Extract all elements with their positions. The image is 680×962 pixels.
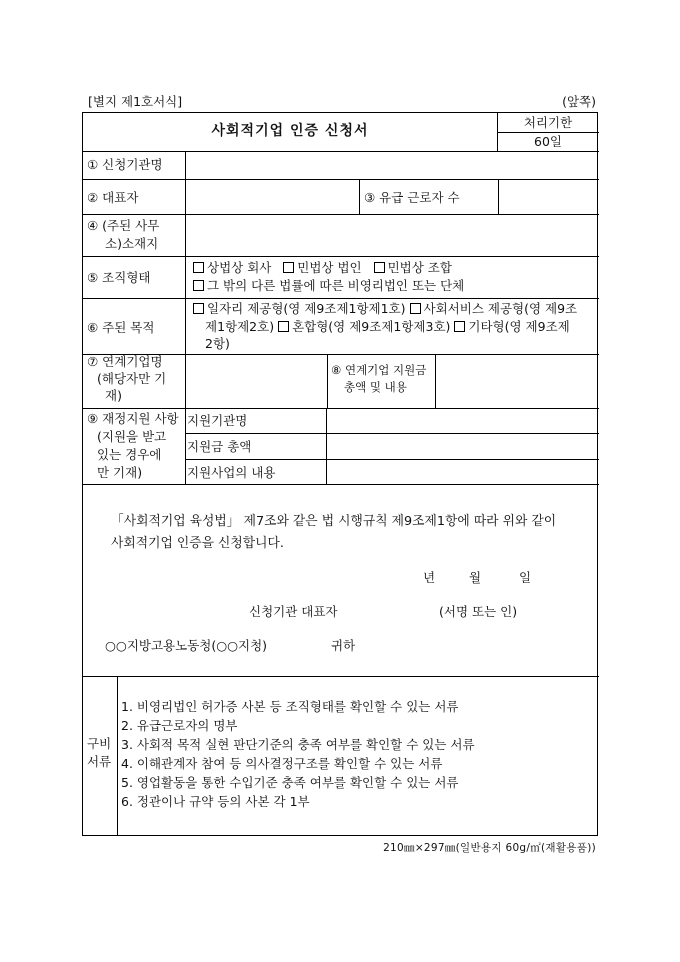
support-total-field[interactable]	[330, 436, 595, 457]
purpose-option-social-service[interactable]: 사회서비스 제공형(영 제9조	[410, 301, 578, 316]
linked-support-label-line1: ⑧ 연계기업 지원금	[331, 363, 427, 377]
support-program-field[interactable]	[330, 462, 595, 482]
representative-label: ② 대표자	[87, 190, 139, 205]
declaration-line1: 「사회적기업 육성법」 제7조와 같은 법 시행규칙 제9조제1항에 따라 위와 같이	[111, 514, 557, 529]
finance-label-line2: (지원을 받고	[97, 429, 167, 444]
purpose-option-jobs[interactable]: 일자리 제공형(영 제9조제1항제1호)	[193, 301, 406, 316]
applicant-name-field[interactable]	[189, 154, 595, 176]
purpose-option-other[interactable]: 기타형(영 제9조제	[454, 319, 569, 334]
signer-label: 신청기관 대표자	[249, 604, 338, 619]
linked-company-label-line1: ⑦ 연계기업명	[87, 354, 163, 369]
org-type-option-nonprofit[interactable]: 그 밖의 다른 법률에 따른 비영리법인 또는 단체	[193, 277, 464, 294]
support-program-label: 지원사업의 내용	[187, 465, 276, 480]
processing-period-value: 60일	[534, 134, 562, 149]
org-type-row1	[193, 259, 452, 276]
finance-label-line1: ⑨ 재정지원 사항	[87, 411, 179, 426]
org-type-option-company[interactable]: 상법상 회사	[193, 260, 271, 275]
signature-note: (서명 또는 인)	[439, 604, 518, 619]
date-month-label: 월	[469, 570, 482, 585]
linked-company-label-line2: (해당자만 기	[97, 371, 167, 386]
attachment-item: 1. 비영리법인 허가증 사본 등 조직형태를 확인할 수 있는 서류	[121, 699, 459, 714]
support-total-label: 지원금 총액	[187, 439, 252, 454]
processing-period-label: 처리기한	[523, 115, 573, 130]
attachment-item: 3. 사회적 목적 실현 판단기준의 충족 여부를 확인할 수 있는 서류	[121, 737, 475, 752]
attachment-item: 4. 이해관계자 참여 등 의사결정구조를 확인할 수 있는 서류	[121, 756, 443, 771]
application-form	[82, 112, 598, 836]
representative-field[interactable]	[189, 182, 355, 210]
declaration-line2: 사회적기업 인증을 신청합니다.	[111, 536, 284, 551]
recipient-office: ○○지방고용노동청(○○지청)	[105, 638, 268, 653]
purpose-row2: 제1항제2호) 혼합형(영 제9조제1항제3호) 기타형(영 제9조제	[205, 319, 570, 334]
attachment-item: 5. 영업활동을 통한 수입기준 충족 여부를 확인할 수 있는 서류	[121, 775, 459, 790]
page-side-label: (앞쪽)	[562, 94, 596, 109]
applicant-name-label: ① 신청기관명	[87, 157, 163, 172]
recipient-honorific: 귀하	[331, 638, 356, 653]
purpose-label: ⑥ 주된 목적	[87, 320, 155, 335]
checkbox-icon	[278, 321, 289, 332]
attachments-label-line2: 서류	[87, 754, 112, 769]
finance-label-line3: 있는 경우에	[97, 447, 162, 462]
checkbox-icon	[454, 321, 465, 332]
paid-workers-field[interactable]	[502, 182, 595, 210]
form-title: 사회적기업 인증 신청서	[211, 123, 369, 139]
form-number: [별지 제1호서식]	[88, 94, 183, 109]
attachment-item: 2. 유급근로자의 명부	[121, 718, 238, 733]
checkbox-icon	[193, 303, 204, 314]
date-year-label: 년	[423, 570, 436, 585]
purpose-option-mixed[interactable]: 혼합형(영 제9조제1항제3호)	[278, 319, 450, 334]
support-agency-field[interactable]	[330, 410, 595, 431]
org-type-option-corporation[interactable]: 민법상 법인	[283, 260, 361, 275]
address-field[interactable]	[189, 217, 595, 253]
linked-company-field[interactable]	[189, 357, 323, 405]
linked-company-label-line3: 재)	[105, 388, 122, 403]
date-day-label: 일	[519, 570, 532, 585]
support-agency-label: 지원기관명	[187, 413, 248, 428]
attachments-label-line1: 구비	[87, 736, 112, 751]
linked-support-label-line2: 총액 및 내용	[344, 380, 407, 394]
purpose-row3: 2항)	[205, 336, 230, 351]
linked-support-field[interactable]	[439, 357, 595, 405]
org-type-label: ⑤ 조직형태	[87, 270, 151, 285]
checkbox-icon	[193, 262, 204, 273]
finance-label-line4: 만 기재)	[97, 465, 143, 480]
address-label-line2: 소)소재지	[105, 236, 159, 251]
address-label-line1: ④ (주된 사무	[87, 218, 160, 233]
purpose-row1	[193, 300, 577, 317]
paper-size-note: 210㎜×297㎜(일반용지 60g/㎡(재활용품))	[383, 842, 596, 854]
checkbox-icon	[193, 280, 204, 291]
checkbox-icon	[410, 303, 421, 314]
checkbox-icon	[374, 262, 385, 273]
checkbox-icon	[283, 262, 294, 273]
attachment-item: 6. 정관이나 규약 등의 사본 각 1부	[121, 794, 310, 809]
org-type-option-association[interactable]: 민법상 조합	[374, 260, 452, 275]
paid-workers-label: ③ 유급 근로자 수	[364, 190, 460, 205]
